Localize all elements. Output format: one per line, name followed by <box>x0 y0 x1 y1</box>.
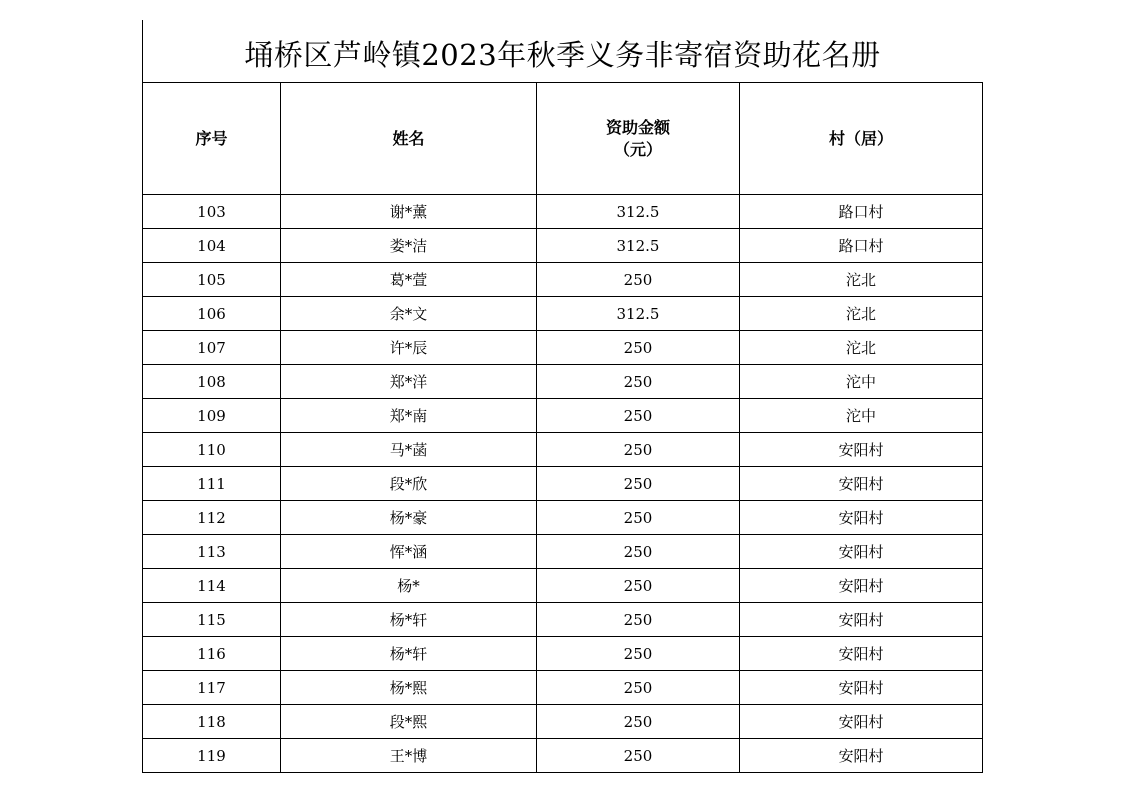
cell-amount: 312.5 <box>537 229 740 263</box>
cell-name: 段*欣 <box>281 467 537 501</box>
cell-seq: 109 <box>143 399 281 433</box>
cell-seq: 104 <box>143 229 281 263</box>
cell-amount: 250 <box>537 433 740 467</box>
cell-name: 葛*萱 <box>281 263 537 297</box>
header-amount <box>537 83 740 195</box>
cell-amount: 250 <box>537 705 740 739</box>
cell-seq: 113 <box>143 535 281 569</box>
cell-name: 郑*洋 <box>281 365 537 399</box>
table-row <box>143 569 983 603</box>
cell-village: 沱北 <box>740 263 983 297</box>
cell-village: 安阳村 <box>740 637 983 671</box>
cell-village: 沱北 <box>740 331 983 365</box>
cell-name: 马*菡 <box>281 433 537 467</box>
cell-seq: 117 <box>143 671 281 705</box>
header-name: 姓名 <box>281 83 537 195</box>
cell-village: 安阳村 <box>740 433 983 467</box>
cell-amount: 250 <box>537 399 740 433</box>
table-row <box>143 399 983 433</box>
table-row <box>143 705 983 739</box>
cell-seq: 115 <box>143 603 281 637</box>
cell-name: 杨*轩 <box>281 637 537 671</box>
cell-village: 沱中 <box>740 365 983 399</box>
cell-seq: 106 <box>143 297 281 331</box>
table-row <box>143 263 983 297</box>
table-row <box>143 501 983 535</box>
cell-village: 安阳村 <box>740 603 983 637</box>
table-row <box>143 331 983 365</box>
cell-amount: 250 <box>537 263 740 297</box>
cell-seq: 108 <box>143 365 281 399</box>
cell-name: 许*辰 <box>281 331 537 365</box>
header-row <box>143 83 983 195</box>
cell-name: 杨* <box>281 569 537 603</box>
cell-seq: 116 <box>143 637 281 671</box>
cell-amount: 250 <box>537 501 740 535</box>
cell-amount: 250 <box>537 603 740 637</box>
table-row <box>143 603 983 637</box>
cell-amount: 250 <box>537 637 740 671</box>
cell-village: 安阳村 <box>740 569 983 603</box>
cell-village: 沱中 <box>740 399 983 433</box>
cell-amount: 250 <box>537 569 740 603</box>
cell-amount: 250 <box>537 365 740 399</box>
cell-amount: 312.5 <box>537 297 740 331</box>
cell-amount: 250 <box>537 739 740 773</box>
table-row <box>143 195 983 229</box>
cell-name: 余*文 <box>281 297 537 331</box>
cell-village: 路口村 <box>740 229 983 263</box>
cell-village: 安阳村 <box>740 535 983 569</box>
table-row <box>143 671 983 705</box>
cell-name: 杨*轩 <box>281 603 537 637</box>
cell-village: 路口村 <box>740 195 983 229</box>
table-row <box>143 297 983 331</box>
table-header <box>143 83 983 195</box>
cell-name: 王*博 <box>281 739 537 773</box>
cell-seq: 107 <box>143 331 281 365</box>
cell-village: 安阳村 <box>740 501 983 535</box>
cell-seq: 111 <box>143 467 281 501</box>
title-row <box>142 20 982 82</box>
table-row <box>143 467 983 501</box>
cell-name: 杨*豪 <box>281 501 537 535</box>
table-row <box>143 229 983 263</box>
table-row <box>143 637 983 671</box>
cell-amount: 250 <box>537 331 740 365</box>
cell-seq: 114 <box>143 569 281 603</box>
cell-name: 郑*南 <box>281 399 537 433</box>
cell-amount: 312.5 <box>537 195 740 229</box>
document-page <box>142 20 982 773</box>
table-row <box>143 739 983 773</box>
cell-seq: 112 <box>143 501 281 535</box>
cell-name: 谢*薰 <box>281 195 537 229</box>
subsidy-table <box>142 82 983 773</box>
cell-seq: 110 <box>143 433 281 467</box>
cell-amount: 250 <box>537 671 740 705</box>
header-amount-line1: 资助金额 <box>605 117 670 137</box>
cell-amount: 250 <box>537 467 740 501</box>
table-row <box>143 535 983 569</box>
cell-name: 娄*洁 <box>281 229 537 263</box>
cell-name: 杨*熙 <box>281 671 537 705</box>
table-row <box>143 433 983 467</box>
cell-village: 沱北 <box>740 297 983 331</box>
cell-seq: 118 <box>143 705 281 739</box>
cell-seq: 119 <box>143 739 281 773</box>
table-row <box>143 365 983 399</box>
header-seq: 序号 <box>143 83 281 195</box>
cell-name: 段*熙 <box>281 705 537 739</box>
cell-village: 安阳村 <box>740 705 983 739</box>
cell-seq: 103 <box>143 195 281 229</box>
cell-village: 安阳村 <box>740 739 983 773</box>
cell-village: 安阳村 <box>740 671 983 705</box>
cell-village: 安阳村 <box>740 467 983 501</box>
cell-name: 恽*涵 <box>281 535 537 569</box>
cell-amount: 250 <box>537 535 740 569</box>
header-amount-line2: （元） <box>613 139 662 159</box>
table-body <box>143 195 983 773</box>
header-village: 村（居） <box>740 83 983 195</box>
cell-seq: 105 <box>143 263 281 297</box>
page-title: 埇桥区芦岭镇2023年秋季义务非寄宿资助花名册 <box>244 37 881 72</box>
